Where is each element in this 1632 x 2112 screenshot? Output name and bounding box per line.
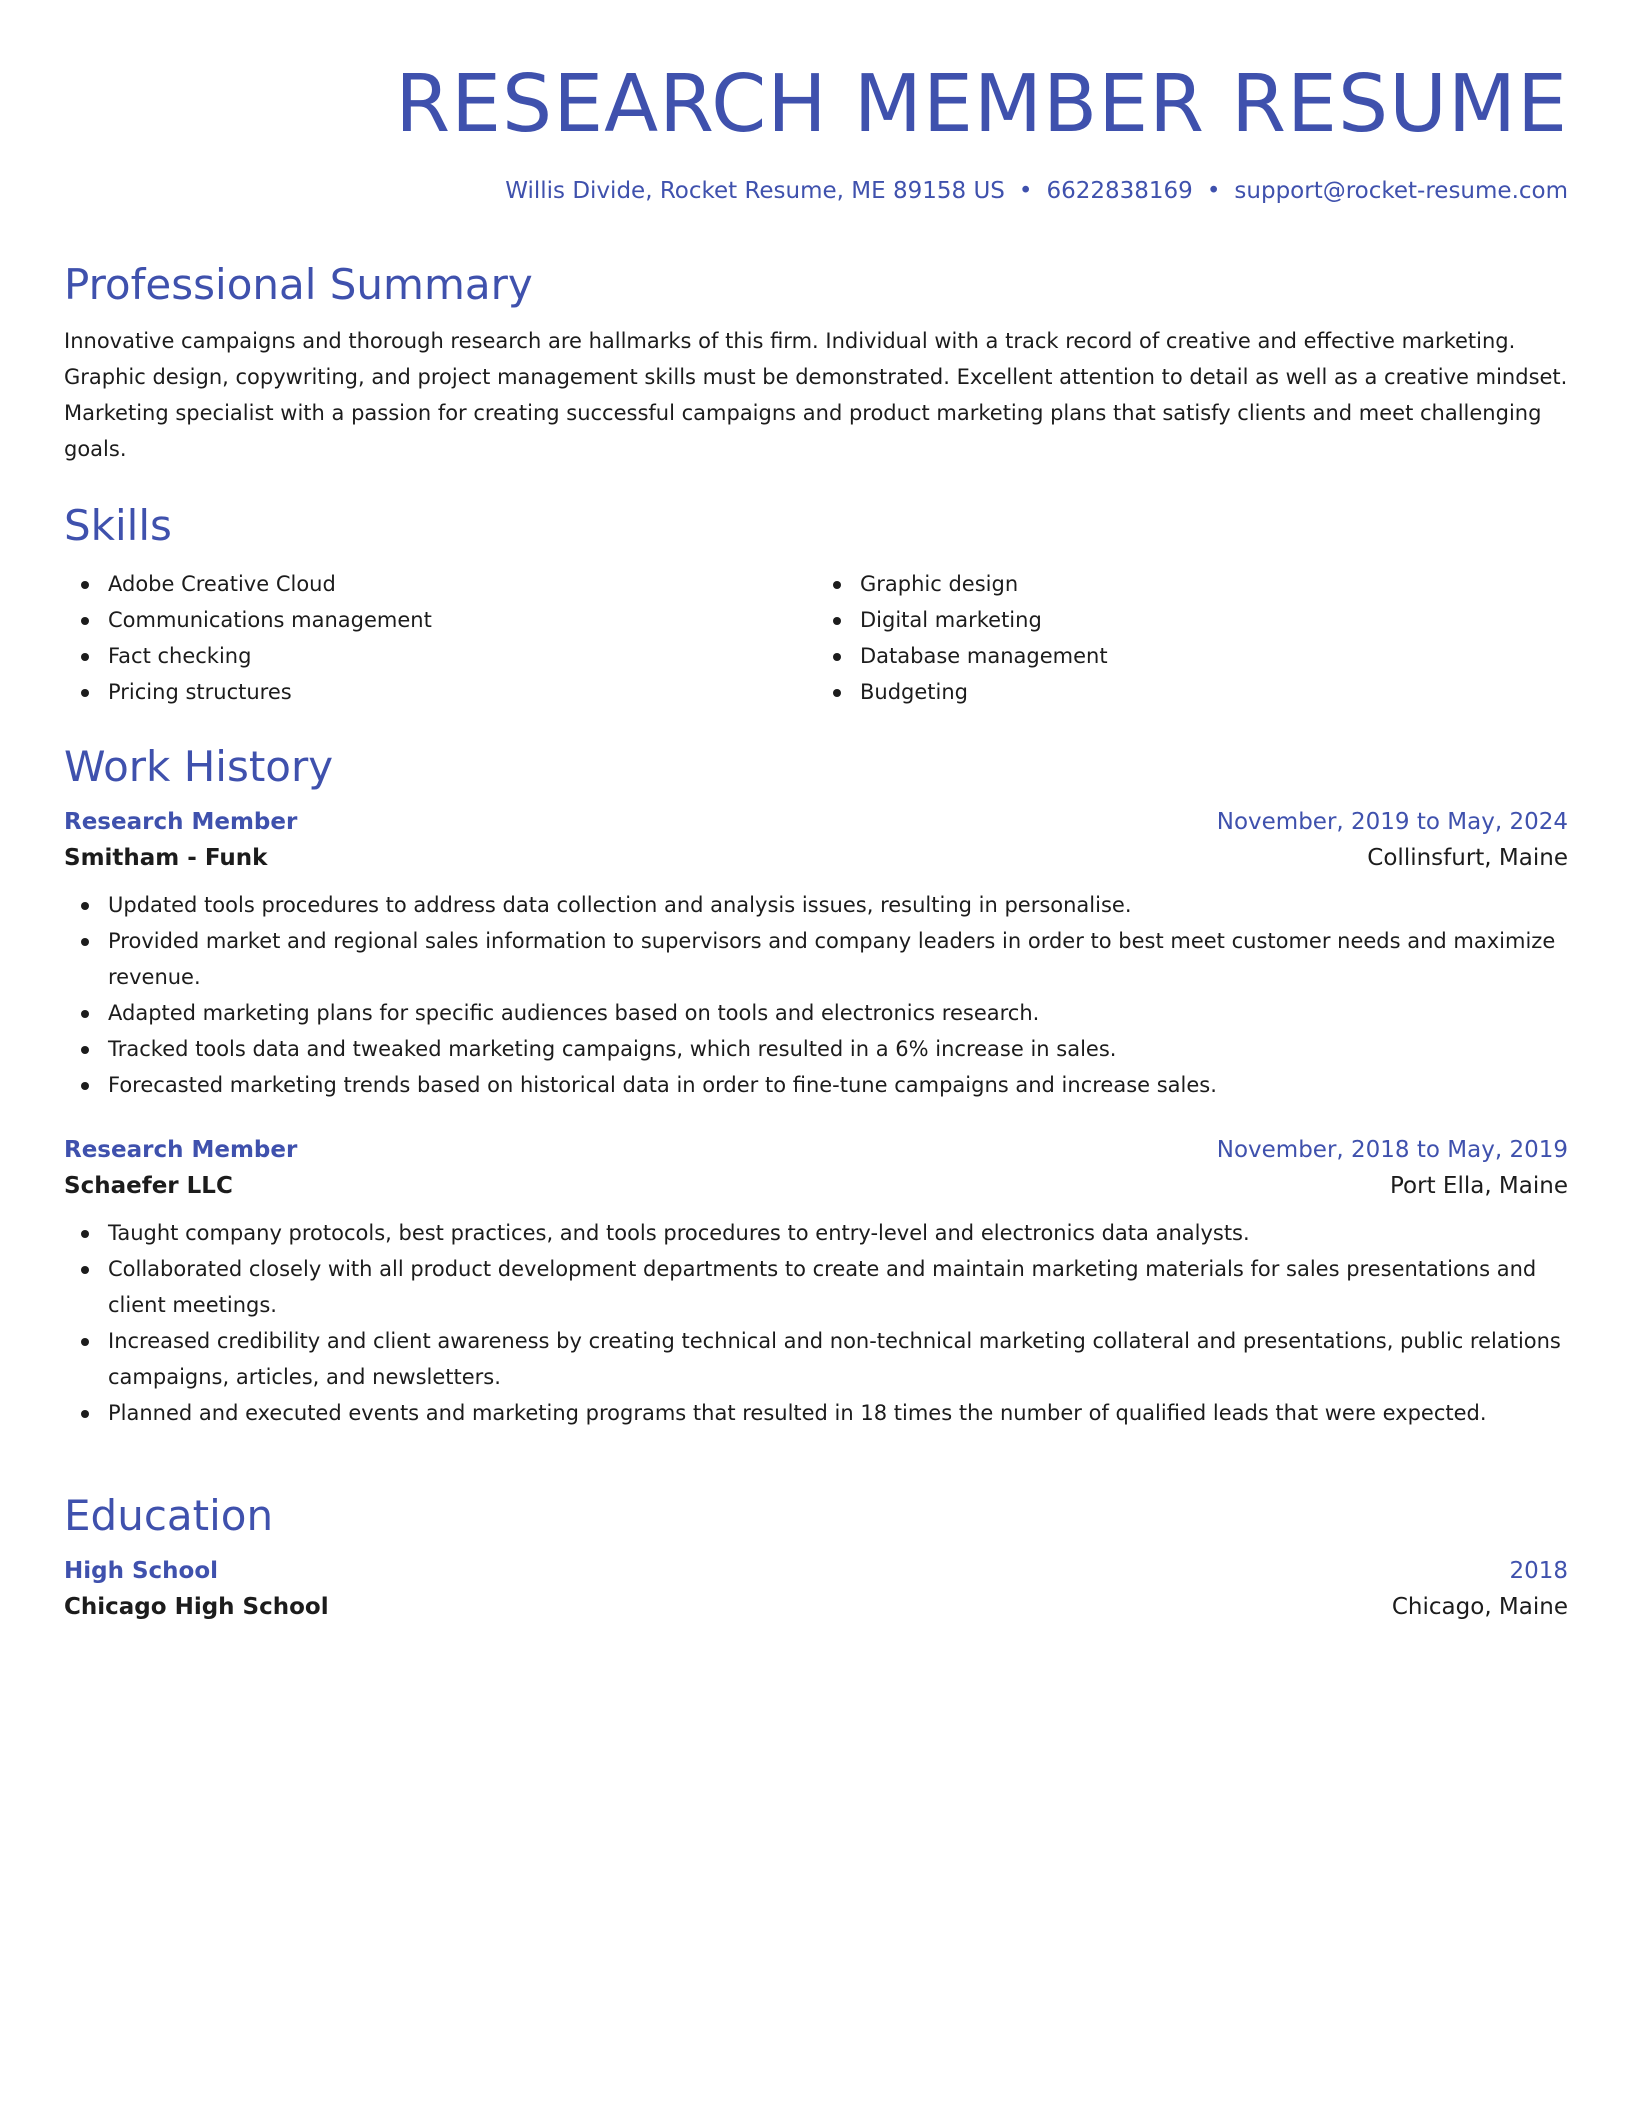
job-bullet: Planned and executed events and marketing programs that resulted in 18 times the number of qualified leads that were expected. (108, 1395, 1568, 1431)
skill-item: Pricing structures (108, 674, 816, 710)
skills-heading: Skills (64, 501, 172, 550)
education-entry (64, 1554, 1568, 1626)
job-bullets (64, 887, 1568, 1103)
skills-list-right (816, 566, 1568, 710)
job-company: Smitham - Funk (64, 845, 268, 871)
skills-section (64, 500, 1568, 710)
skill-item: Communications management (108, 602, 816, 638)
job-bullet: Increased credibility and client awareness by creating technical and non-technical marketing collateral and presentations, public relations campaigns, articles, and newsletters. (108, 1323, 1568, 1395)
job-bullet: Tracked tools data and tweaked marketing campaigns, which resulted in a 6% increase in sales. (108, 1031, 1568, 1067)
contact-address: Willis Divide, Rocket Resume, ME 89158 US (505, 178, 1005, 204)
education-school: Chicago High School (64, 1594, 329, 1620)
education-year: 2018 (1509, 1558, 1568, 1584)
contact-separator: • (1018, 178, 1033, 204)
summary-section (64, 259, 1568, 467)
job-bullet: Provided market and regional sales information to supervisors and company leaders in order to best meet customer needs and maximize revenue. (108, 923, 1568, 995)
contact-email: support@rocket-resume.com (1234, 178, 1568, 204)
skill-item: Budgeting (860, 674, 1568, 710)
summary-text: Innovative campaigns and thorough research are hallmarks of this firm. Individual with a track record of creative and effective marketing. Graphic design, copywriting, and project management skills must be demonstrated. Excellent attention to detail as well as a creative mindset. Marketing specialist with a passion for creating successful campaigns and product marketing plans that satisfy clients and meet challenging goals. (64, 329, 1568, 461)
job-bullet: Collaborated closely with all product development departments to create and maintain marketing materials for sales presentations and client meetings. (108, 1251, 1568, 1323)
education-degree: High School (64, 1558, 219, 1584)
job-bullets (64, 1215, 1568, 1431)
job-title: Research Member (64, 1137, 298, 1163)
job-company-row (64, 1167, 1568, 1205)
job-title: Research Member (64, 809, 298, 835)
summary-heading: Professional Summary (64, 260, 533, 309)
job-bullet: Adapted marketing plans for specific audiences based on tools and electronics research. (108, 995, 1568, 1031)
contact-line (505, 176, 1568, 206)
education-school-row (64, 1588, 1568, 1626)
job-bullet: Taught company protocols, best practices, and tools procedures to entry-level and electronics data analysts. (108, 1215, 1568, 1251)
job-company: Schaefer LLC (64, 1173, 233, 1199)
education-section (64, 1490, 1568, 1626)
job-header-row (64, 805, 1568, 839)
job-entry (64, 805, 1568, 1103)
work-heading: Work History (64, 742, 334, 791)
job-dates: November, 2019 to May, 2024 (1216, 809, 1568, 835)
job-location: Collinsfurt, Maine (1367, 845, 1568, 871)
job-company-row (64, 839, 1568, 877)
job-header-row (64, 1133, 1568, 1167)
education-header-row (64, 1554, 1568, 1588)
job-bullet: Updated tools procedures to address data collection and analysis issues, resulting in personalise. (108, 887, 1568, 923)
education-location: Chicago, Maine (1391, 1594, 1568, 1620)
skill-item: Graphic design (860, 566, 1568, 602)
skill-item: Digital marketing (860, 602, 1568, 638)
skills-grid (64, 566, 1568, 710)
contact-separator: • (1206, 178, 1221, 204)
skills-list-left (64, 566, 816, 710)
work-section (64, 741, 1568, 1431)
job-entry (64, 1133, 1568, 1431)
job-dates: November, 2018 to May, 2019 (1216, 1137, 1568, 1163)
job-bullet: Forecasted marketing trends based on historical data in order to fine-tune campaigns and increase sales. (108, 1067, 1568, 1103)
resume-title: RESEARCH MEMBER RESUME (395, 58, 1568, 150)
job-location: Port Ella, Maine (1390, 1173, 1568, 1199)
contact-phone: 6622838169 (1046, 178, 1193, 204)
skill-item: Adobe Creative Cloud (108, 566, 816, 602)
education-heading: Education (64, 1491, 274, 1540)
skill-item: Database management (860, 638, 1568, 674)
skill-item: Fact checking (108, 638, 816, 674)
